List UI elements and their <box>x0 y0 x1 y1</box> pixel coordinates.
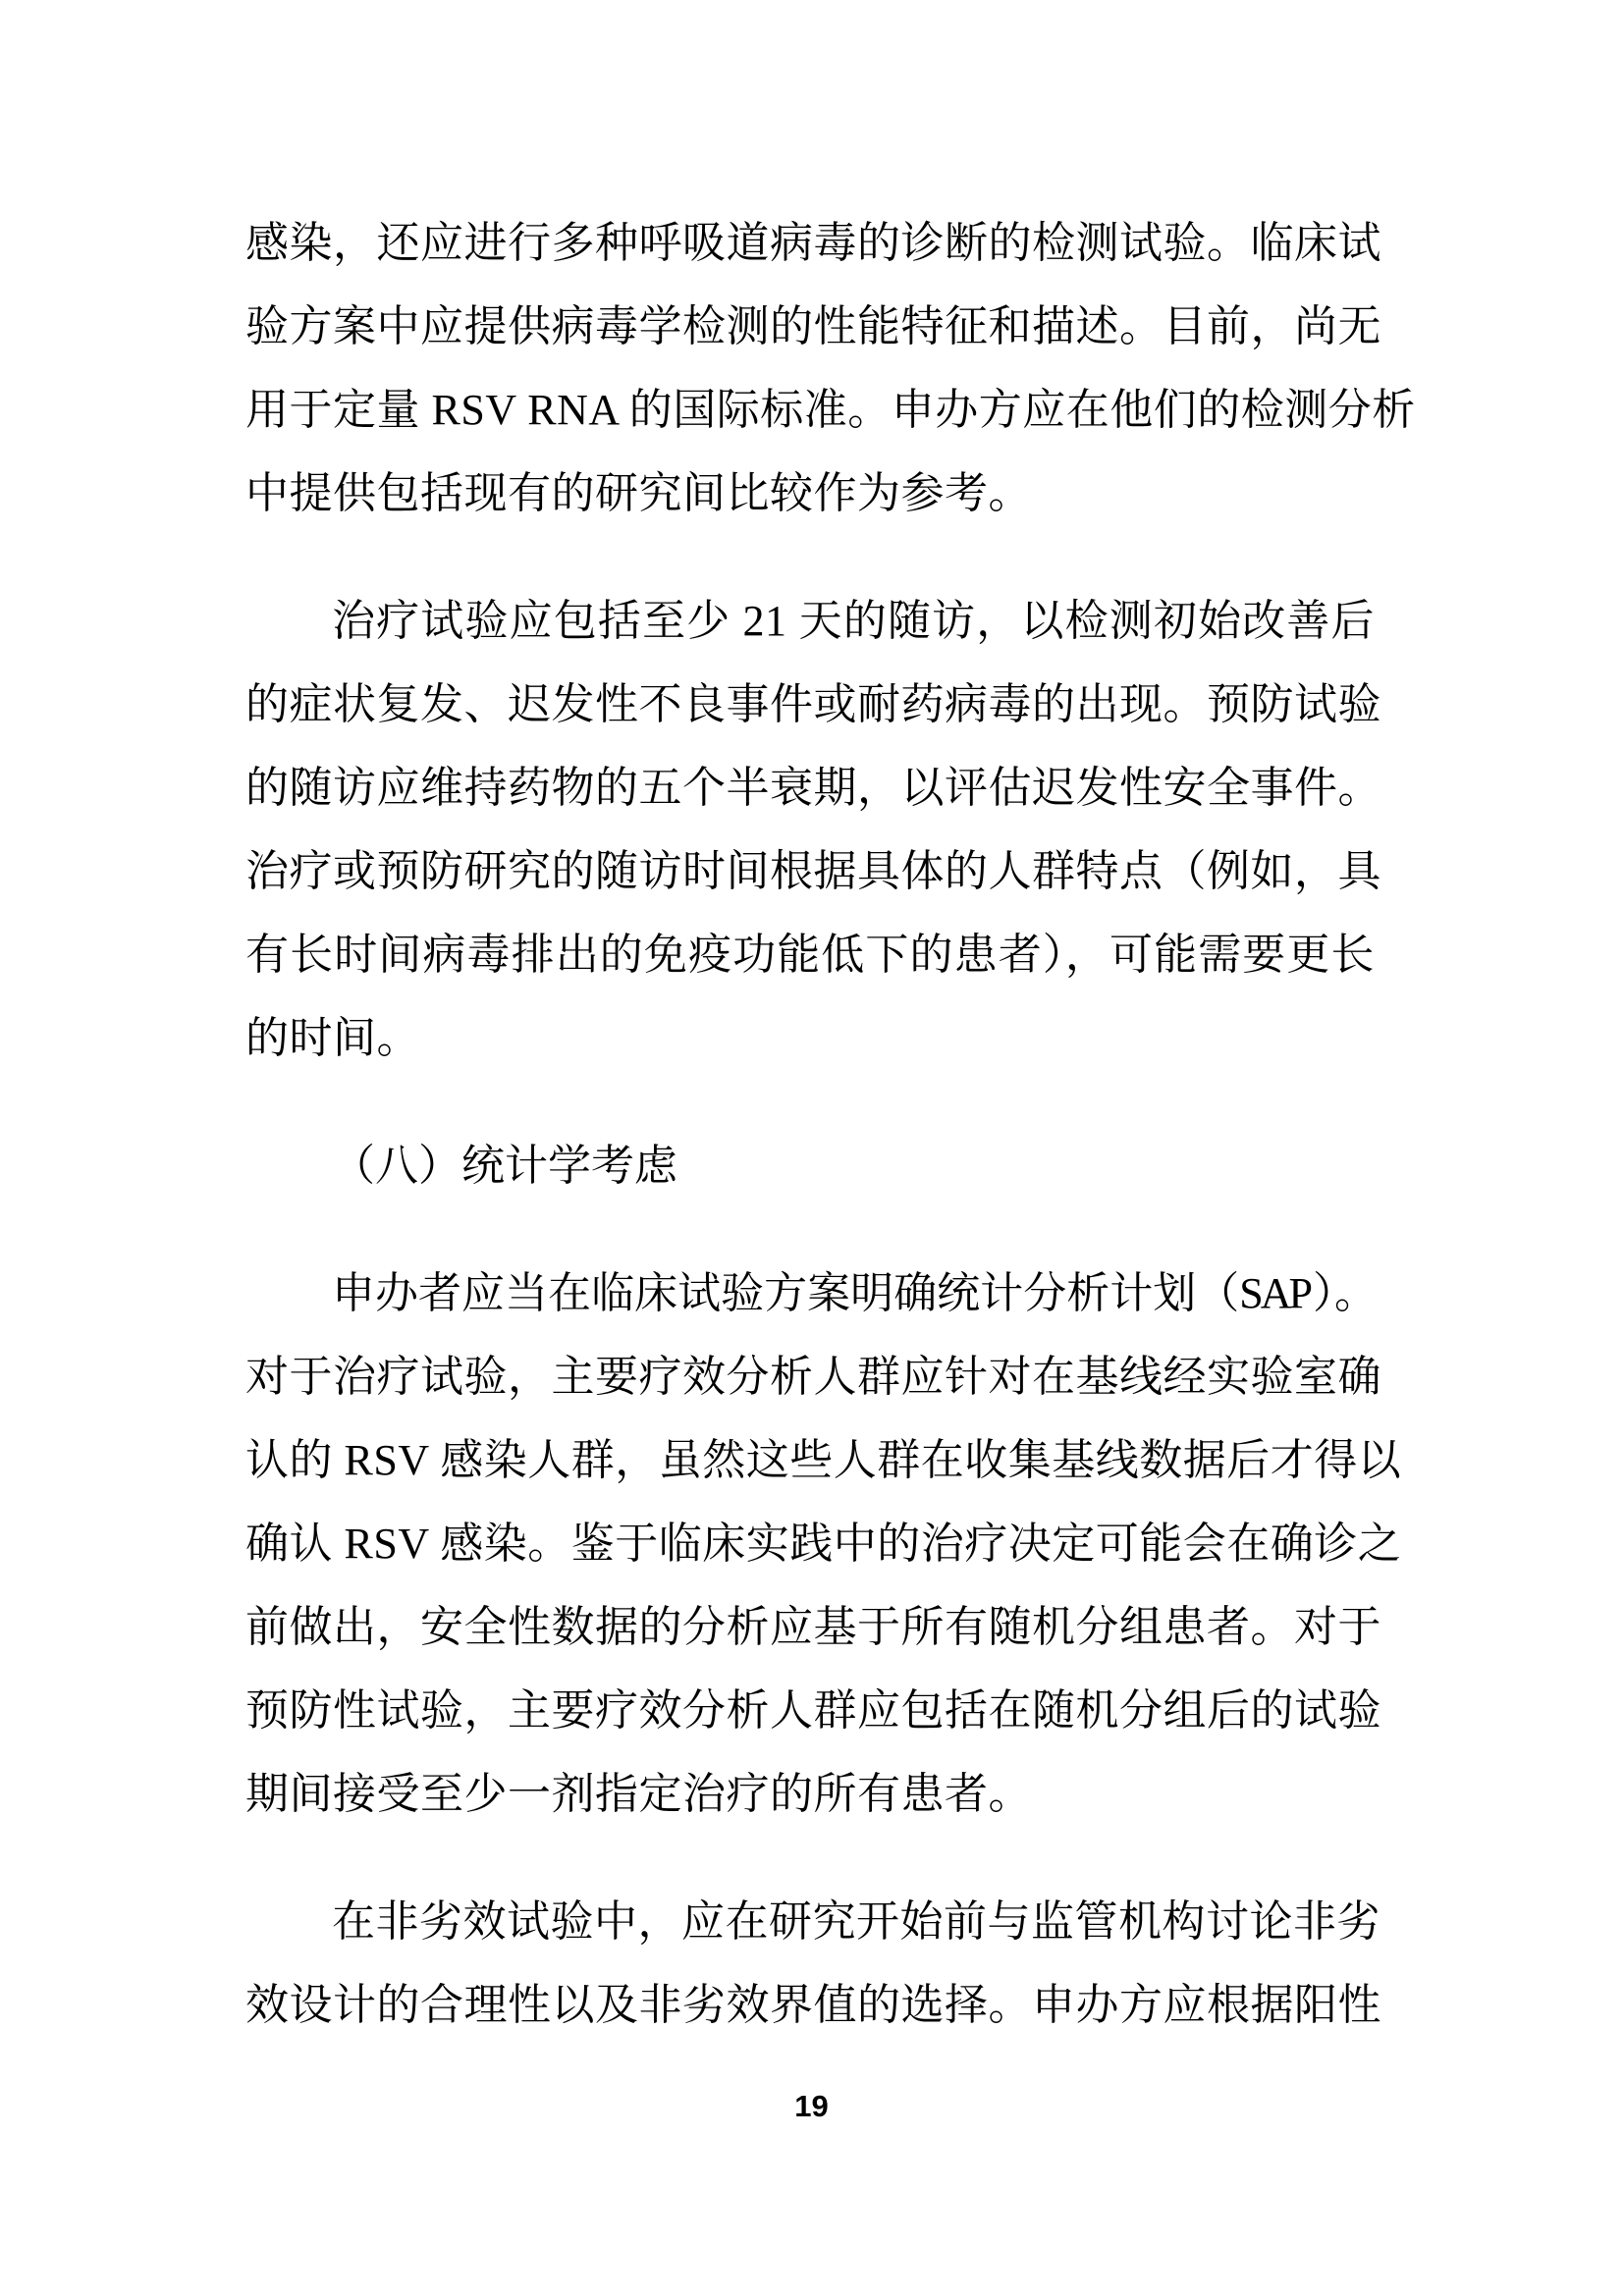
page-number: 19 <box>794 2089 829 2123</box>
text-line: 预防性试验，主要疗效分析人群应包括在随机分组后的试验 <box>245 1686 1381 1735</box>
text-line: 治疗试验应包括至少 21 天的随访，以检测初始改善后 <box>332 597 1375 645</box>
section-heading: （八）统计学考虑 <box>332 1142 677 1190</box>
text-line: 中提供包括现有的研究间比较作为参考。 <box>245 469 1032 517</box>
paragraph <box>245 1252 1402 1836</box>
text-line: 感染，还应进行多种呼吸道病毒的诊断的检测试验。临床试 <box>245 219 1381 267</box>
paragraph <box>245 1880 1381 2047</box>
text-line: 对于治疗试验，主要疗效分析人群应针对在基线经实验室确 <box>245 1353 1381 1401</box>
text-line: 申办者应当在临床试验方案明确统计分析计划（SAP）。 <box>332 1269 1375 1317</box>
text-line: 确认 RSV 感染。鉴于临床实践中的治疗决定可能会在确诊之 <box>245 1520 1402 1568</box>
text-line: 期间接受至少一剂指定治疗的所有患者。 <box>245 1770 1032 1818</box>
paragraph <box>245 579 1381 1080</box>
text-line: 在非劣效试验中，应在研究开始前与监管机构讨论非劣 <box>332 1897 1380 1946</box>
text-line: 认的 RSV 感染人群，虽然这些人群在收集基线数据后才得以 <box>245 1436 1402 1484</box>
text-line: 有长时间病毒排出的免疫功能低下的患者），可能需要更长 <box>245 931 1375 979</box>
text-line: 治疗或预防研究的随访时间根据具体的人群特点（例如，具 <box>245 847 1381 895</box>
paragraph <box>245 201 1416 535</box>
text-line: 验方案中应提供病毒学检测的性能特征和描述。目前，尚无 <box>245 302 1381 350</box>
text-line: 效设计的合理性以及非劣效界值的选择。申办方应根据阳性 <box>245 1981 1381 2029</box>
text-line: 用于定量 RSV RNA 的国际标准。申办方应在他们的检测分析 <box>245 386 1416 434</box>
document-page <box>245 201 1416 2047</box>
text-line: 前做出，安全性数据的分析应基于所有随机分组患者。对于 <box>245 1603 1381 1651</box>
text-line: 的随访应维持药物的五个半衰期，以评估迟发性安全事件。 <box>245 764 1381 812</box>
text-line: 的症状复发、迟发性不良事件或耐药病毒的出现。预防试验 <box>245 680 1381 728</box>
text-line: 的时间。 <box>245 1014 420 1062</box>
